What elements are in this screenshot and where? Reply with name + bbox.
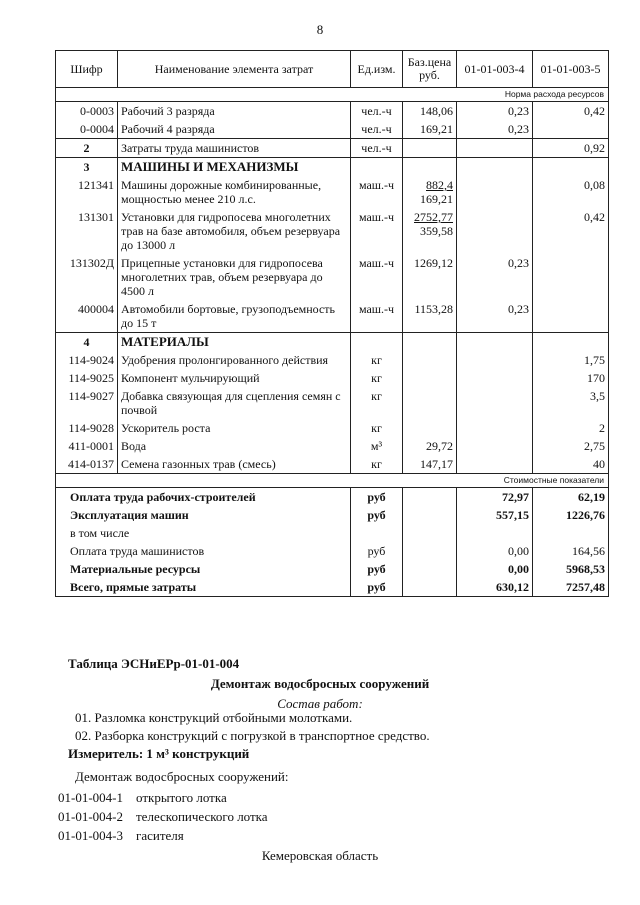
row-name: Семена газонных трав (смесь) [118,455,351,474]
summary-row [56,542,609,560]
row-v5: 0,08 [533,176,609,208]
section-v4 [457,139,533,158]
row-v4 [457,419,533,437]
row-v5 [533,300,609,333]
summary-name: Оплата труда машинистов [56,542,351,560]
row-v5: 1,75 [533,351,609,369]
row-price [403,387,457,419]
row-v5: 2,75 [533,437,609,455]
row-v4: 0,23 [457,102,533,121]
row-unit: маш.-ч [351,254,403,300]
row-name: Рабочий 4 разряда [118,120,351,139]
row-code: 400004 [56,300,118,333]
row-v5: 40 [533,455,609,474]
section-code: 2 [56,139,118,158]
summary-row [56,524,609,542]
row-v5: 0,42 [533,208,609,254]
row-price [403,419,457,437]
row-name: Автомобили бортовые, грузоподъемность до 15 т [118,300,351,333]
table-header-row [56,51,609,88]
summary-row [56,560,609,578]
item-label: открытого лотка [136,790,227,805]
table-row [56,387,609,419]
table-row [56,176,609,208]
row-name: Удобрения пролонгированного действия [118,351,351,369]
summary-name: Эксплуатация машин [56,506,351,524]
page-number: 8 [316,22,324,37]
row-name: Прицепные установки для гидропосева многолетних трав, объем резервуара до 4500 л [118,254,351,300]
empty-cell [403,578,457,597]
list-item [58,790,227,806]
empty-cell [403,158,457,177]
row-unit: кг [351,369,403,387]
section-row-3 [56,158,609,177]
row-v5: 2 [533,419,609,437]
section-name: МАШИНЫ И МЕХАНИЗМЫ [118,158,351,177]
row-v5: 170 [533,369,609,387]
table-row [56,120,609,139]
empty-cell [533,333,609,352]
items-intro: Демонтаж водосбросных сооружений: [75,769,289,784]
work-composition-label: Состав работ: [277,696,363,711]
table-row [56,102,609,121]
empty-cell [533,158,609,177]
summary-v4: 0,00 [457,542,533,560]
row-unit: чел.-ч [351,102,403,121]
row-code: 0-0003 [56,102,118,121]
table-row [56,300,609,333]
row-code: 114-9027 [56,387,118,419]
header-unit: Ед.изм. [351,51,403,88]
summary-unit: руб [351,560,403,578]
empty-cell [457,158,533,177]
summary-unit: руб [351,488,403,507]
item-label: телескопического лотка [136,809,268,824]
row-unit: маш.-ч [351,300,403,333]
summary-row [56,488,609,507]
table-heading: Демонтаж водосбросных сооружений [210,676,430,691]
row-code: 121341 [56,176,118,208]
work-step: 01. Разломка конструкций отбойными молотками. [75,710,353,725]
table-row [56,369,609,387]
row-code: 114-9028 [56,419,118,437]
header-code: Шифр [56,51,118,88]
row-name: Машины дорожные комбинированные, мощностью менее 210 л.с. [118,176,351,208]
row-price: 1269,12 [403,254,457,300]
table-row [56,455,609,474]
row-v4: 0,23 [457,120,533,139]
section-name: Затраты труда машинистов [118,139,351,158]
row-v4 [457,387,533,419]
header-col4: 01-01-003-4 [457,51,533,88]
row-price [403,351,457,369]
table-row [56,351,609,369]
row-v5: 3,5 [533,387,609,419]
row-price: 148,06 [403,102,457,121]
row-unit: кг [351,387,403,419]
row-code: 131301 [56,208,118,254]
row-price [403,176,457,208]
row-price: 147,17 [403,455,457,474]
price-base: 169,21 [420,192,453,206]
row-unit: кг [351,351,403,369]
summary-unit: руб [351,506,403,524]
summary-v5: 1226,76 [533,506,609,524]
summary-v4: 557,15 [457,506,533,524]
empty-cell [403,524,457,542]
row-unit: чел.-ч [351,120,403,139]
row-price: 1153,28 [403,300,457,333]
section-row-4 [56,333,609,352]
summary-name: в том числе [56,524,351,542]
row-code: 131302Д [56,254,118,300]
row-v4 [457,351,533,369]
row-v4 [457,369,533,387]
summary-v5: 164,56 [533,542,609,560]
row-unit: м³ [351,437,403,455]
summary-row [56,578,609,597]
list-item [58,828,184,844]
row-v5: 0,42 [533,102,609,121]
measure-unit: Измеритель: 1 м³ конструкций [68,746,250,761]
band-norms [56,88,609,102]
section-price [403,139,457,158]
section-unit: чел.-ч [351,139,403,158]
summary-unit: руб [351,542,403,560]
empty-cell [457,333,533,352]
table-row [56,254,609,300]
row-unit: кг [351,419,403,437]
empty-cell [403,333,457,352]
row-code: 414-0137 [56,455,118,474]
item-label: гасителя [136,828,184,843]
work-step: 02. Разборка конструкций с погрузкой в транспортное средство. [75,728,430,743]
row-v5 [533,254,609,300]
row-code: 114-9025 [56,369,118,387]
empty-cell [351,158,403,177]
row-code: 114-9024 [56,351,118,369]
row-code: 0-0004 [56,120,118,139]
price-base: 359,58 [420,224,453,238]
row-v4: 0,23 [457,254,533,300]
empty-cell [351,333,403,352]
summary-v5: 62,19 [533,488,609,507]
section-code: 3 [56,158,118,177]
row-v4: 0,23 [457,300,533,333]
row-v5 [533,120,609,139]
row-name: Вода [118,437,351,455]
item-code: 01-01-004-1 [58,790,123,805]
row-v4 [457,208,533,254]
empty-cell [403,560,457,578]
summary-v4 [457,524,533,542]
table-id-title: Таблица ЭСНиЕРр-01-01-004 [68,656,240,671]
list-item [58,809,268,825]
row-price [403,369,457,387]
row-name: Ускоритель роста [118,419,351,437]
band-costs-label: Стоимостные показатели [56,474,609,488]
summary-name: Всего, прямые затраты [56,578,351,597]
table-row [56,437,609,455]
item-code: 01-01-004-2 [58,809,123,824]
summary-v5: 7257,48 [533,578,609,597]
resource-table [55,50,609,597]
empty-cell [403,488,457,507]
summary-v4: 630,12 [457,578,533,597]
table-row [56,208,609,254]
summary-v4: 72,97 [457,488,533,507]
row-v4 [457,176,533,208]
row-name: Рабочий 3 разряда [118,102,351,121]
empty-cell [403,506,457,524]
summary-unit: руб [351,578,403,597]
empty-cell [403,542,457,560]
row-price [403,208,457,254]
page-footer: Кемеровская область [261,848,379,863]
row-unit: маш.-ч [351,208,403,254]
row-code: 411-0001 [56,437,118,455]
row-name: Компонент мульчирующий [118,369,351,387]
summary-row [56,506,609,524]
band-norms-label: Норма расхода ресурсов [56,88,609,102]
summary-name: Материальные ресурсы [56,560,351,578]
section-row-2 [56,139,609,158]
row-price: 169,21 [403,120,457,139]
item-code: 01-01-004-3 [58,828,123,843]
row-v4 [457,455,533,474]
summary-unit [351,524,403,542]
section-name: МАТЕРИАЛЫ [118,333,351,352]
header-col5: 01-01-003-5 [533,51,609,88]
section-v5: 0,92 [533,139,609,158]
row-price: 29,72 [403,437,457,455]
row-name: Добавка связующая для сцепления семян с почвой [118,387,351,419]
row-unit: маш.-ч [351,176,403,208]
row-v4 [457,437,533,455]
summary-name: Оплата труда рабочих-строителей [56,488,351,507]
summary-v4: 0,00 [457,560,533,578]
row-name: Установки для гидропосева многолетних трав на базе автомобиля, объем резервуара до 13000 л [118,208,351,254]
section-code: 4 [56,333,118,352]
header-name: Наименование элемента затрат [118,51,351,88]
price-current: 2752,77 [414,210,453,224]
price-current: 882,4 [426,178,453,192]
summary-v5: 5968,53 [533,560,609,578]
row-unit: кг [351,455,403,474]
header-price: Баз.цена руб. [403,51,457,88]
summary-v5 [533,524,609,542]
table-row [56,419,609,437]
band-costs [56,474,609,488]
